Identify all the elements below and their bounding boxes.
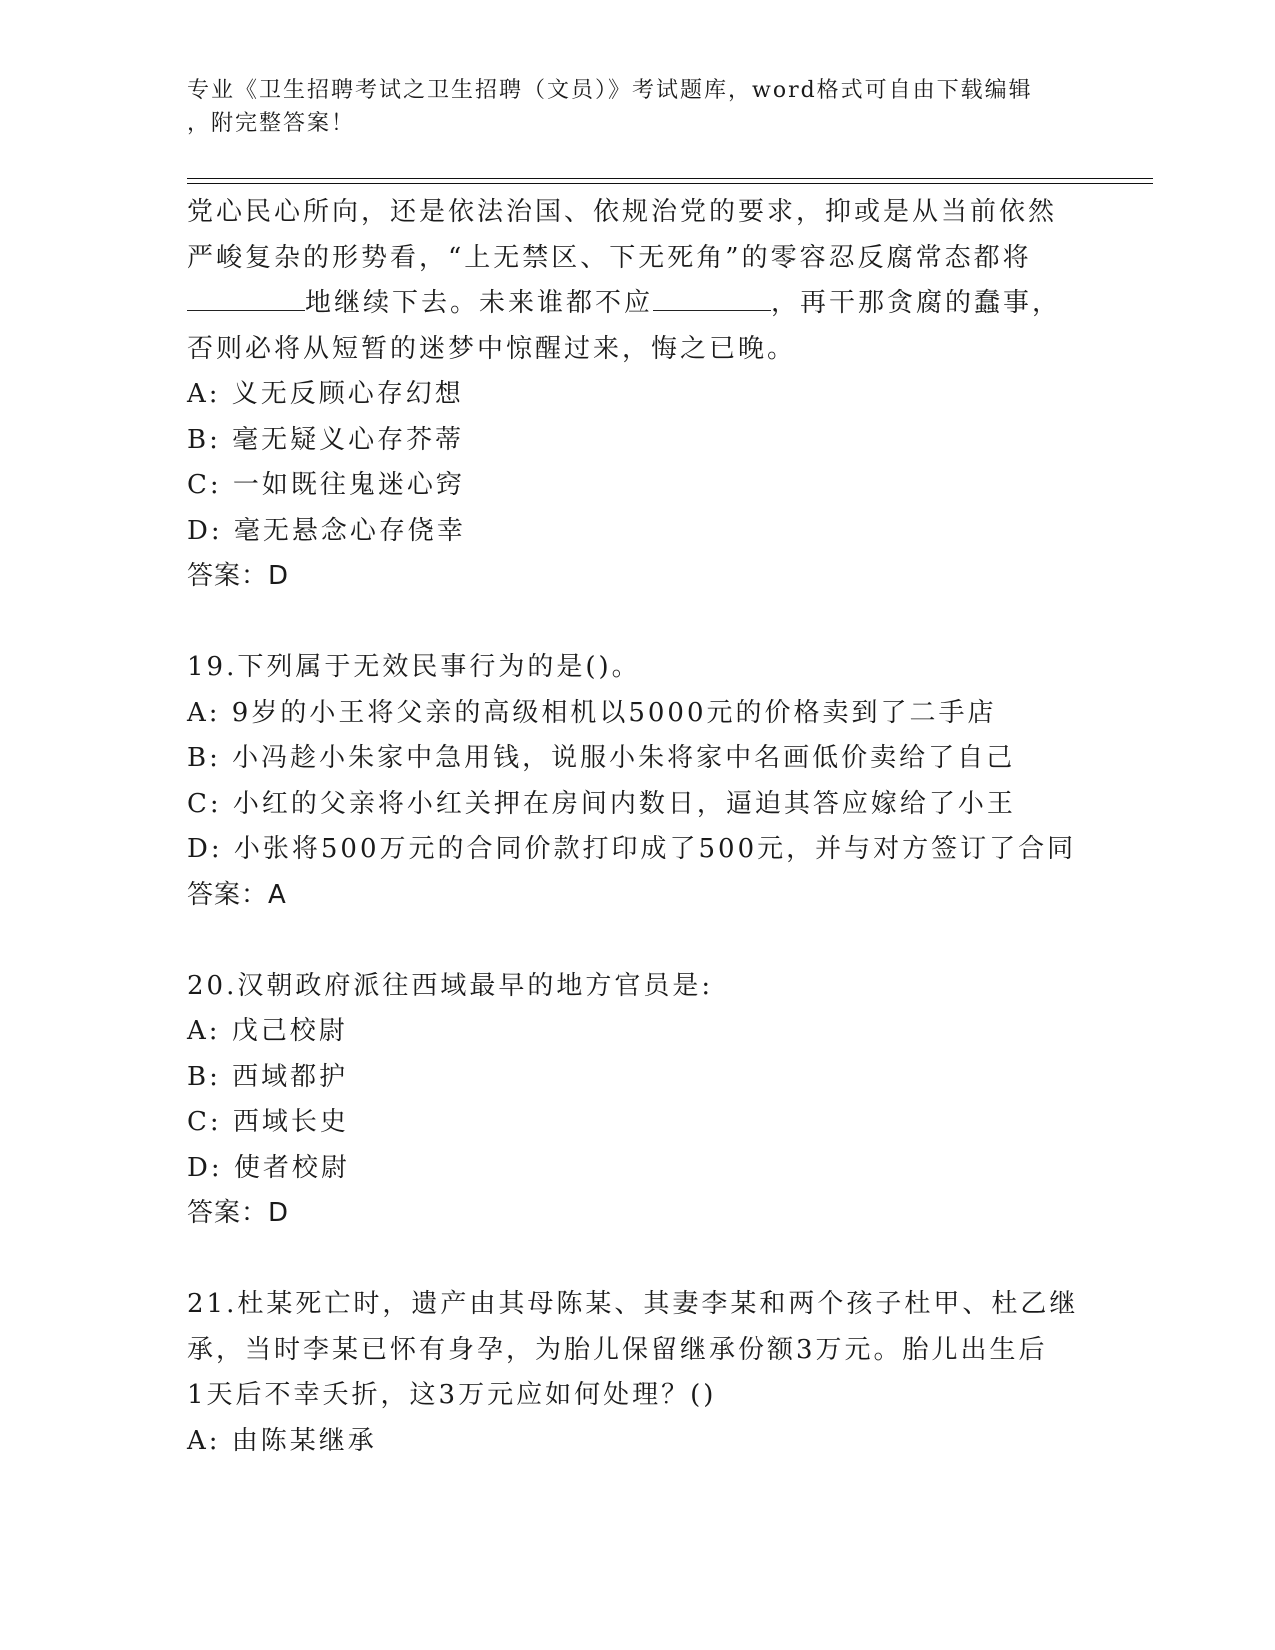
option-d: D: 使者校尉 <box>187 1152 350 1183</box>
option-a: A: 戊己校尉 <box>187 1016 348 1046</box>
fill-in-blank <box>653 288 771 311</box>
question-text-line: 严峻复杂的形势看，“上无禁区、下无死角”的零容忍反腐常态都将 <box>187 242 1032 273</box>
question-list <box>187 190 1087 1464</box>
question-text-line: 1天后不幸夭折，这3万元应如何处理？() <box>187 1380 717 1410</box>
question-text-line: 21.杜某死亡时，遗产由其母陈某、其妻李某和两个孩子杜甲、杜乙继 <box>187 1289 1079 1319</box>
header-line-1: 专业《卫生招聘考试之卫生招聘（文员）》考试题库，word格式可自由下载编辑 <box>187 78 1033 103</box>
option-a: A: 由陈某继承 <box>187 1425 377 1456</box>
answer-line: 答案：D <box>187 561 290 591</box>
document-header <box>187 74 1067 140</box>
question-18 <box>187 190 1087 600</box>
option-a: A: 义无反顾心存幻想 <box>187 379 464 409</box>
question-text-line <box>187 281 1087 327</box>
question-19 <box>187 645 1087 918</box>
spacer <box>187 600 1087 646</box>
header-rule-top <box>187 178 1153 179</box>
question-text-fragment: ，再干那贪腐的蠢事， <box>771 288 1062 318</box>
answer-line: 答案：A <box>187 879 287 910</box>
question-text-fragment: 地继续下去。未来谁都不应 <box>305 288 654 318</box>
option-b: B: 小冯趁小朱家中急用钱，说服小朱将家中名画低价卖给了自己 <box>187 743 1016 773</box>
spacer <box>187 1237 1087 1283</box>
option-b: B: 毫无疑义心存芥蒂 <box>187 424 465 455</box>
question-text-line: 19.下列属于无效民事行为的是()。 <box>187 652 641 682</box>
answer-line: 答案：D <box>187 1198 290 1228</box>
option-b: B: 西域都护 <box>187 1061 349 1092</box>
question-text-line: 否则必将从短暂的迷梦中惊醒过来，悔之已晚。 <box>187 333 797 364</box>
fill-in-blank <box>187 288 305 311</box>
option-c: C: 一如既往鬼迷心窍 <box>187 470 465 500</box>
question-21 <box>187 1282 1087 1464</box>
spacer <box>187 918 1087 964</box>
header-rule-bottom <box>187 183 1153 184</box>
question-text-line: 承，当时李某已怀有身孕，为胎儿保留继承份额3万元。胎儿出生后 <box>187 1334 1048 1365</box>
option-c: C: 小红的父亲将小红关押在房间内数日，逼迫其答应嫁给了小王 <box>187 788 1016 819</box>
header-line-2: ，附完整答案！ <box>187 111 356 136</box>
question-20 <box>187 964 1087 1237</box>
question-text-line: 党心民心所向，还是依法治国、依规治党的要求，抑或是从当前依然 <box>187 197 1058 227</box>
option-a: A: 9岁的小王将父亲的高级相机以5000元的价格卖到了二手店 <box>187 697 997 728</box>
option-d: D: 毫无悬念心存侥幸 <box>187 515 466 546</box>
option-c: C: 西域长史 <box>187 1107 349 1137</box>
question-text-line: 20.汉朝政府派往西域最早的地方官员是: <box>187 970 714 1001</box>
option-d: D: 小张将500万元的合同价款打印成了500元，并与对方签订了合同 <box>187 834 1077 864</box>
